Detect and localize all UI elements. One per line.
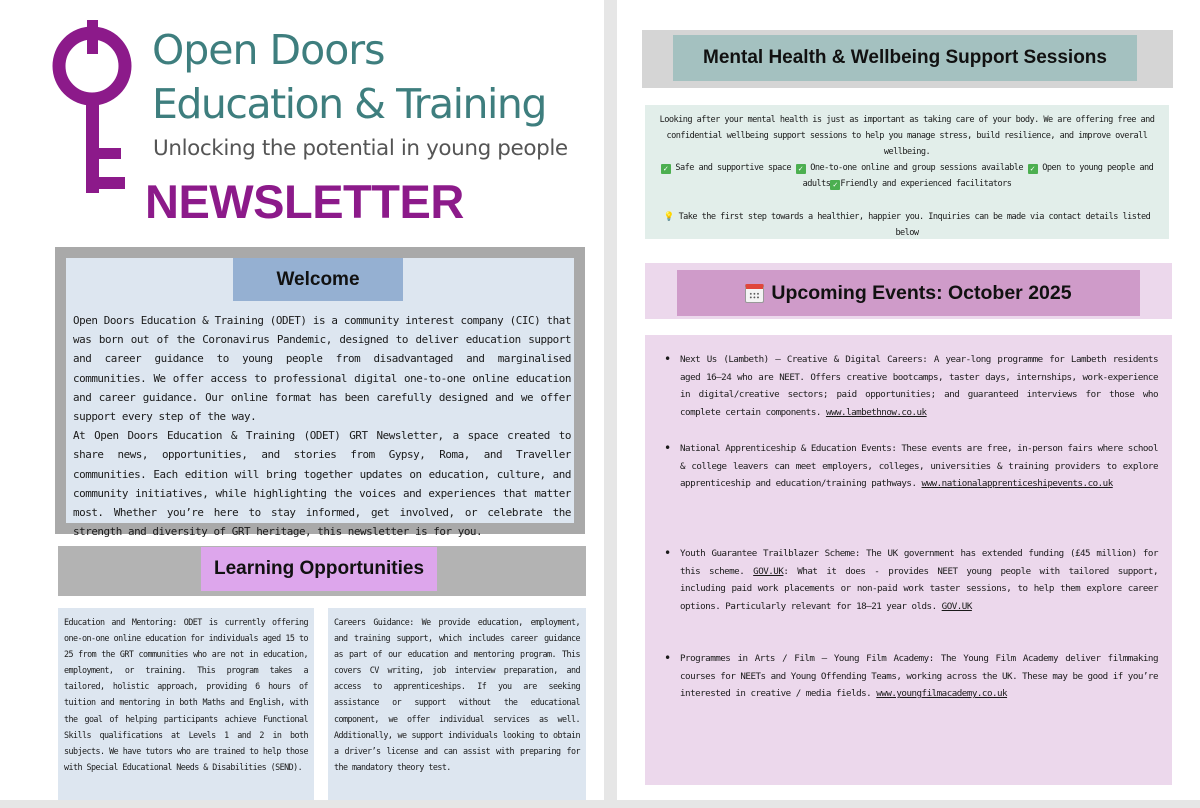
brand-name-line1: Open Doors: [152, 26, 385, 74]
event-link[interactable]: www.lambethnow.co.uk: [825, 406, 927, 418]
event-link[interactable]: GOV.UK: [753, 565, 784, 577]
event-link[interactable]: www.nationalapprenticeshipevents.co.uk: [921, 478, 1113, 490]
event-item: [664, 545, 1158, 615]
learning-section-band: [58, 546, 586, 596]
event-text: Next Us (Lambeth) – Creative & Digital Careers: A year-long programme for Lambeth residents aged 16–24 who are NEET. Offers creative bootcamps, taster days, internships, work-experience in digital/creative sectors; paid opportunities; and guaranteed interviews for those who complete certain components.: [680, 354, 1158, 418]
event-item: [664, 351, 1158, 421]
learning-heading: Learning Opportunities: [201, 547, 437, 591]
feature-1: Safe and supportive space: [675, 163, 792, 174]
check-mark-icon: ✓: [1028, 164, 1038, 174]
event-text: Programmes in Arts / Film – Young Film Academy: The Young Film Academy deliver filmmaking courses for NEETs and Young Offending Teams, working across the UK. These may be good if you’re interested in creative / media fields.: [680, 653, 1158, 700]
event-item: [664, 440, 1158, 493]
newsletter-page-right: [617, 0, 1200, 800]
mental-health-heading: Mental Health & Wellbeing Support Sessions: [673, 35, 1137, 81]
newsletter-title: NEWSLETTER: [145, 175, 464, 228]
careers-guidance-text: Careers Guidance: We provide education, employment, and training support, which includes career guidance as part of our education and mentoring program. This covers CV writing, job interview preparation, and access to apprenticeships. If you are seeking assistance or support without the educational component, we offer individual services as well. Additionally, we support individuals looking to obtain a driver’s license and can assist with preparing for the mandatory theory test.: [334, 617, 580, 772]
feature-2: One-to-one online and group sessions available: [810, 163, 1023, 174]
welcome-paragraph-1: Open Doors Education & Training (ODET) is a community interest company (CIC) that was born out of the Coronavirus Pandemic, designed to deliver education support and career guidance to young people from disadvantaged and marginalised communities. We offer access to professional digital one-to-one online education and career guidance. Our online format has been carefully designed and we offer support every step of the way.: [73, 314, 571, 424]
mental-health-intro: Looking after your mental health is just as important as taking care of your body. We are offering free and confidential wellbeing support sessions to help you manage stress, build resilience, and improve overall wellbeing.: [659, 115, 1155, 158]
bullet-icon: •: [664, 546, 671, 560]
bullet-icon: •: [664, 651, 671, 665]
event-text-continued: : What it does - provides NEET young people with tailored support, including paid work placements or non-paid work taster sessions, to help them explore career options. Particularly relevant for 18–21 year olds.: [680, 565, 1158, 612]
welcome-card: [66, 258, 574, 539]
events-card: [645, 335, 1172, 785]
event-link[interactable]: www.youngfilmacademy.co.uk: [876, 688, 1008, 700]
feature-4: Friendly and experienced facilitators: [840, 179, 1012, 190]
newsletter-page-left: [0, 0, 604, 800]
mental-health-band: [642, 30, 1173, 88]
event-link[interactable]: GOV.UK: [941, 600, 972, 612]
careers-guidance-card: [328, 608, 586, 800]
mental-health-cta: Take the first step towards a healthier, happier you. Inquiries can be made via contact details listed below: [678, 211, 1151, 238]
events-heading-box: [677, 270, 1140, 316]
welcome-heading: Welcome: [233, 258, 403, 301]
check-mark-icon: ✓: [661, 164, 671, 174]
welcome-body: [73, 311, 571, 541]
bullet-icon: •: [664, 352, 671, 366]
event-text: National Apprenticeship & Education Events: These events are free, in-person fairs where school & college leavers can meet employers, colleges, universities & training providers to explore apprenticeship and education/training pathways.: [680, 443, 1158, 490]
mental-health-card: [645, 105, 1169, 239]
welcome-section: [55, 247, 585, 539]
event-text: Youth Guarantee Trailblazer Scheme: The UK government has extended funding (£45 million) for this scheme.: [680, 548, 1158, 577]
welcome-paragraph-2: At Open Doors Education & Training (ODET) GRT Newsletter, a space created to share news, opportunities, and stories from Gypsy, Roma, and Traveller communities. Each edition will bring together updates on education, culture, and community initiatives, while highlighting the voices and experiences that matter most. Whether you’re here to stay informed, get involved, or celebrate the strength and diversity of GRT heritage, this newsletter is for you.: [73, 429, 571, 539]
events-band: [645, 263, 1172, 319]
mental-health-text: [653, 112, 1161, 241]
feature-3: Open to young people and adults: [802, 163, 1154, 190]
education-mentoring-text: Education and Mentoring: ODET is currently offering one-on-one online education for individuals aged 15 to 25 from the GRT communities who are not in education, employment, or training. This program takes a tailored, holistic approach, providing 6 hours of tuition and mentoring in both Maths and English, with the goal of helping participants achieve Functional Skills qualifications at Levels 1 and 2 in both subjects. We have tutors who are trained to help those with Special Educational Needs & Disabilities (SEND).: [64, 617, 308, 772]
calendar-icon: [745, 284, 764, 303]
brand-tagline: Unlocking the potential in young people: [153, 136, 568, 161]
key-logo-icon: [50, 18, 140, 198]
brand-name-line2: Education & Training: [152, 80, 546, 128]
check-mark-icon: ✓: [830, 180, 840, 190]
event-item: [664, 650, 1158, 703]
events-heading: Upcoming Events: October 2025: [771, 281, 1072, 304]
check-mark-icon: ✓: [796, 164, 806, 174]
education-mentoring-card: [58, 608, 314, 800]
light-bulb-icon: 💡: [663, 211, 674, 222]
bullet-icon: •: [664, 441, 671, 455]
